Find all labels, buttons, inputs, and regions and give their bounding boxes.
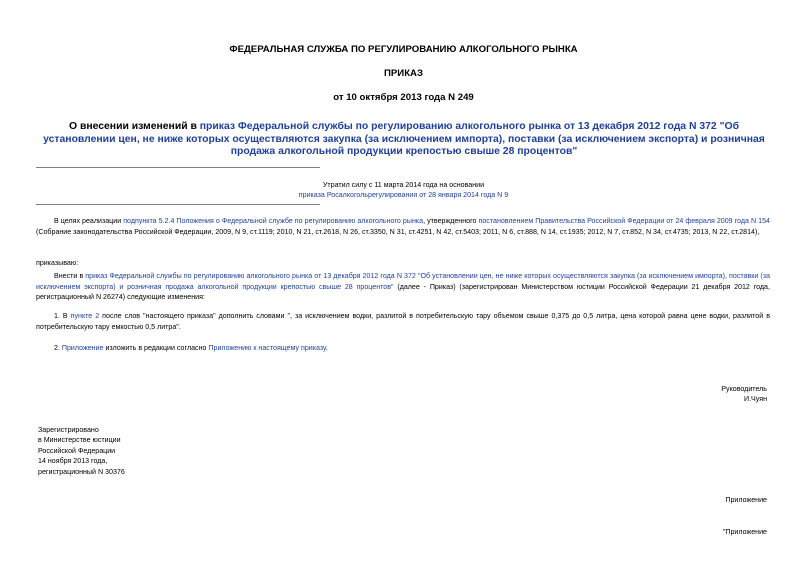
title-order-link[interactable]: приказ Федеральной службы по регулированию алкогольного рынка от 13 декабря 2012 года N 372 "Об установлении цен, не ниже которых осуществляются закупка (за исключением импорта), поставки (за исключением экспорта) и розничная продажа алкогольной продукции крепостью свыше 28 процентов" — [43, 121, 765, 157]
repeal-order-link[interactable]: приказа Росалкогольрегулирования от 28 января 2014 года N 9 — [298, 191, 509, 200]
item-1-paragraph — [36, 311, 770, 332]
preamble-paragraph — [36, 216, 770, 237]
doc-type-heading: ПРИКАЗ — [384, 68, 423, 79]
repeal-status-text: Утратил силу с 11 марта 2014 года на основании — [322, 181, 485, 189]
item-1-text-1: 1. В — [54, 312, 71, 320]
appendix-link[interactable]: Приложение — [61, 344, 104, 352]
document-title — [36, 121, 772, 159]
signatory-role: Руководитель — [721, 385, 767, 393]
signatory-name: И.Чуян — [743, 395, 767, 404]
preamble-text-1: В целях реализации — [54, 217, 124, 225]
main-text-2: (далее - Приказ) (зарегистрирован Министерством юстиции Российской Федерации 21 декабря 2012 года, регистрационный N 26274) следующие изменения: — [36, 282, 770, 302]
main-text-1: Внести в — [54, 272, 86, 280]
registration-line-3: Российской Федерации — [38, 446, 116, 455]
regulation-clause-link[interactable]: подпункта 5.2.4 Положения о Федеральной службе по регулированию алкогольного рынка — [123, 217, 424, 225]
amended-order-link[interactable]: приказ Федеральной службы по регулированию алкогольного рынка от 13 декабря 2012 года N 372 "Об установлении цен, не ниже которых осуществляются закупка (за исключением импорта), поставки (за исключением экспорта) и розничная продажа алкогольной продукции крепостью свыше 28 процентов" — [36, 272, 770, 291]
item-2-text-1: 2. — [54, 344, 62, 352]
appendix-to-order-link[interactable]: Приложению к настоящему приказу — [208, 344, 326, 352]
top-divider — [36, 167, 320, 168]
date-number-heading: от 10 октября 2013 года N 249 — [333, 92, 474, 103]
order-word-text: приказываю: — [36, 259, 79, 267]
agency-heading: ФЕДЕРАЛЬНАЯ СЛУЖБА ПО РЕГУЛИРОВАНИЮ АЛКОГОЛЬНОГО РЫНКА — [229, 44, 578, 55]
preamble-text-2: , утвержденного — [423, 217, 479, 225]
item-1-text-2: после слов "настоящего приказа" дополнить словами ", за исключением водки, разлитой в потребительскую тару объемом свыше 0,375 до 0,5 литра, цена которой равна цене водки, разлитой в потребительскую тару емкостью 0,5 литра". — [36, 312, 770, 331]
item-2-text-3: . — [325, 344, 328, 352]
clause-2-link[interactable]: пункте 2 — [70, 312, 100, 320]
registration-line-4: 14 ноября 2013 года, — [38, 457, 108, 466]
government-resolution-link[interactable]: постановлением Правительства Российской Федерации от 24 февраля 2009 года N 154 — [478, 217, 771, 225]
repeal-status — [0, 180, 807, 201]
title-prefix: О внесении изменений в — [68, 121, 200, 132]
status-divider — [36, 204, 320, 205]
preamble-text-3: (Собрание законодательства Российской Федерации, 2009, N 9, ст.1119; 2010, N 21, ст.2618, N 26, ст.3350, N 31, ст.4251, N 42, ст.5403; 2011, N 6, ст.888, N 14, ст.1935; 2012, N 7, ст.852, N 34, ст.4735; 2013, N 22, ст.2814), — [36, 227, 760, 236]
signature-block — [560, 384, 767, 405]
appendix-label: Приложение — [725, 496, 767, 504]
order-word — [36, 258, 770, 269]
registration-line-5: регистрационный N 30376 — [38, 467, 125, 476]
item-2-paragraph — [36, 343, 770, 354]
registration-line-1: Зарегистрировано — [38, 426, 99, 434]
item-2-text-2: изложить в редакции согласно — [103, 344, 209, 352]
registration-line-2: в Министерстве юстиции — [38, 436, 121, 445]
registration-block — [38, 425, 298, 477]
appendix-quote-label: "Приложение — [722, 528, 767, 536]
main-paragraph — [36, 271, 770, 303]
